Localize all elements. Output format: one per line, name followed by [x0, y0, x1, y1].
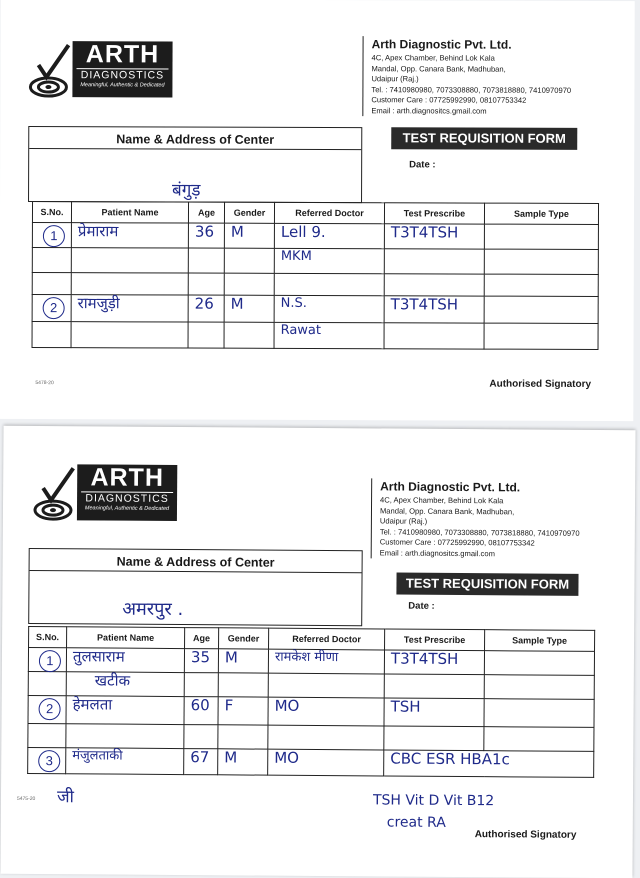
- header-patient-name: Patient Name: [67, 627, 185, 649]
- row-sno: 1: [43, 225, 65, 247]
- patient-name: प्रेमाराम: [77, 222, 119, 241]
- address-line-1: 4C, Apex Chamber, Behind Lok Kala: [371, 53, 495, 63]
- row-sno: 3: [38, 750, 60, 772]
- form-title: TEST REQUISITION FORM: [396, 573, 578, 596]
- header-patient-name: Patient Name: [71, 202, 188, 223]
- logo-sub: DIAGNOSTICS: [81, 491, 173, 505]
- table-row: [28, 747, 594, 777]
- address-line-2: Mandal, Opp. Canara Bank, Madhuban,: [371, 63, 506, 74]
- header-gender: Gender: [224, 202, 274, 223]
- customer-care: Customer Care : 07725992990, 08107753342: [371, 95, 527, 105]
- patient-name: हेमलता: [72, 695, 113, 714]
- sample-type: [484, 651, 594, 676]
- customer-care: Customer Care : 07725992990, 08107753342: [379, 537, 535, 548]
- logo-tagline: Meaningful, Authentic & Dedicated: [80, 82, 165, 89]
- referred-doctor: N.S.: [280, 295, 307, 311]
- header-referred-doctor: Referred Doctor: [274, 202, 384, 223]
- logo-name: ARTH: [90, 463, 165, 492]
- patient-table: [27, 626, 595, 778]
- patient-gender: M: [224, 748, 238, 767]
- telephone: Tel. : 7410980980, 7073308880, 7073818880, 7410970970: [371, 84, 572, 95]
- test-prescribe: T3T4TSH: [390, 295, 459, 314]
- logo-box: [72, 41, 172, 97]
- test-prescribe: T3T4TSH: [390, 223, 459, 242]
- header-sno: S.No.: [29, 626, 67, 647]
- header-sample-type: Sample Type: [484, 203, 598, 224]
- form-code: 5478-20: [35, 380, 54, 387]
- referred-doctor-cont: Rawat: [280, 322, 322, 339]
- extra-tests: TSH Vit D Vit B12: [372, 792, 495, 810]
- authorised-signatory: Authorised Signatory: [474, 829, 577, 841]
- sample-type: [484, 296, 598, 323]
- requisition-form-1: [0, 0, 635, 421]
- header-test-prescribe: Test Prescribe: [385, 629, 485, 651]
- header-gender: Gender: [219, 628, 269, 649]
- table-row: [28, 695, 594, 727]
- header-age: Age: [188, 202, 224, 223]
- test-prescribe: T3T4TSH: [390, 649, 459, 668]
- patient-age: 26: [194, 294, 214, 313]
- address-line-3: Udaipur (Raj.): [371, 74, 419, 84]
- table-row: [32, 295, 598, 324]
- patient-age: 36: [194, 222, 215, 241]
- email: Email : arth.diagnositcs.gmail.com: [371, 105, 487, 116]
- table-row: [32, 248, 598, 275]
- header-test-prescribe: Test Prescribe: [384, 203, 484, 224]
- center-title: Name & Address of Center: [29, 127, 361, 150]
- header-sno: S.No.: [32, 202, 71, 223]
- header-age: Age: [185, 628, 219, 649]
- form-title: TEST REQUISITION FORM: [391, 127, 577, 150]
- patient-age: 60: [190, 696, 210, 715]
- row-sno: 2: [43, 297, 65, 319]
- date-label: Date :: [408, 600, 435, 612]
- sample-type: [484, 224, 598, 249]
- patient-gender: M: [224, 648, 238, 667]
- patient-name: रामजुड़ी: [77, 294, 120, 313]
- header-sample-type: Sample Type: [485, 630, 595, 652]
- logo-box: [77, 464, 177, 521]
- table-row: [32, 223, 598, 250]
- header-referred-doctor: Referred Doctor: [269, 628, 385, 650]
- referred-doctor-cont: MKM: [280, 248, 312, 264]
- referred-doctor: MO: [274, 696, 300, 715]
- sample-type: [484, 699, 594, 728]
- center-handwritten: बंगुड़: [172, 180, 201, 201]
- test-prescribe: CBC ESR HBA1c: [390, 749, 510, 769]
- patient-age: 35: [190, 648, 211, 667]
- patient-table: [32, 201, 600, 350]
- target-check-icon: [33, 466, 77, 522]
- form-code: 5475-20: [16, 795, 36, 803]
- logo-tagline: Meaningful, Authentic & Dedicated: [84, 505, 170, 512]
- table-row: [32, 322, 598, 350]
- company-name: Arth Diagnostic Pvt. Ltd.: [380, 479, 521, 495]
- address-line-1: 4C, Apex Chamber, Behind Lok Kala: [380, 495, 504, 506]
- authorised-signatory: Authorised Signatory: [489, 378, 592, 390]
- test-prescribe: TSH: [390, 697, 421, 716]
- row-sno: 2: [39, 698, 61, 720]
- patient-name: मंजुलताकी: [72, 748, 123, 764]
- center-box: [28, 548, 363, 626]
- referred-doctor: Lell 9.: [280, 222, 326, 242]
- date-label: Date :: [409, 159, 436, 171]
- company-info: [371, 478, 631, 560]
- arth-logo: [33, 462, 183, 525]
- logo-name: ARTH: [85, 40, 160, 69]
- arth-logo: [28, 39, 178, 102]
- center-handwritten: अमरपुर .: [122, 598, 184, 621]
- patient-gender: F: [224, 696, 234, 715]
- company-name: Arth Diagnostic Pvt. Ltd.: [371, 37, 512, 52]
- center-title: Name & Address of Center: [30, 549, 362, 573]
- logo-sub: DIAGNOSTICS: [76, 68, 168, 81]
- requisition-form-2: [0, 426, 635, 878]
- target-check-icon: [28, 43, 72, 99]
- patient-name: तुलसाराम: [72, 647, 125, 666]
- company-info: [362, 36, 621, 117]
- patient-age: 67: [190, 748, 210, 767]
- address-line-2: Mandal, Opp. Canara Bank, Madhuban,: [379, 505, 515, 516]
- email: Email : arth.diagnositcs.gmail.com: [379, 547, 495, 558]
- referred-doctor: रामकेश मीणा: [274, 649, 339, 666]
- telephone: Tel. : 7410980980, 7073308880, 7073818880, 7410970970: [379, 526, 580, 538]
- patient-gender: M: [230, 294, 244, 313]
- patient-gender: M: [230, 222, 244, 241]
- patient-name-cont: खटीक: [94, 671, 131, 690]
- extra-tests-2: creat RA: [386, 814, 446, 831]
- address-line-3: Udaipur (Raj.): [379, 516, 428, 526]
- patient-name-cont: जी: [56, 787, 75, 808]
- referred-doctor: MO: [274, 748, 300, 767]
- row-sno: 1: [39, 650, 61, 672]
